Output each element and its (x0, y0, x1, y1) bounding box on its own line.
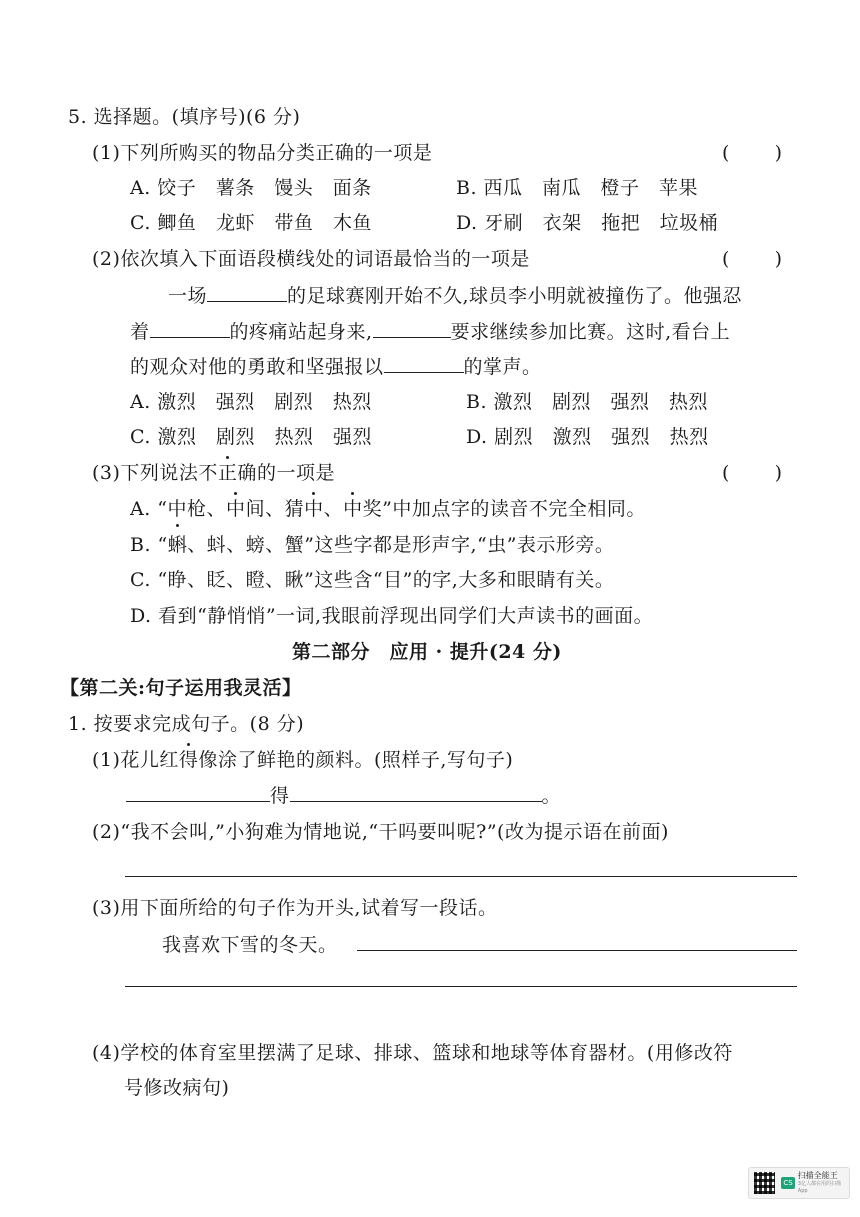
watermark-name: 扫描全能王 (797, 1171, 838, 1180)
option-d: D. 剧烈 激烈 强烈 热烈 (466, 426, 709, 448)
option-b: B. “蝌、蚪、螃、蟹”这些字都是形声字,“虫”表示形旁。 (130, 534, 615, 556)
passage-line-2: 着 的疼痛站起身来, 要求继续参加比赛。这时,看台上 (130, 321, 731, 343)
q1-3-prompt: (3)用下面所给的句子作为开头,试着写一段话。 (92, 897, 498, 919)
camscanner-logo: CS (781, 1177, 795, 1189)
answer-line[interactable] (125, 986, 797, 987)
part2-title: 第二部分 应用 · 提升(24 分) (292, 641, 562, 663)
fill-blank[interactable] (150, 319, 230, 338)
option-b: B. 西瓜 南瓜 橙子 苹果 (456, 177, 699, 199)
answer-paren-2: ( ) (722, 248, 782, 270)
answer-line[interactable] (125, 876, 797, 877)
qr-code-icon (754, 1172, 775, 1194)
section-heading: 【第二关:句子运用我灵活】 (60, 677, 302, 699)
passage-line-1: 一场 的足球赛刚开始不久,球员李小明就被撞伤了。他强忍 (168, 285, 743, 307)
q5-1-stem: (1)下列所购买的物品分类正确的一项是 (92, 142, 433, 164)
q1-2-prompt: (2)“我不会叫,”小狗难为情地说,“干吗要叫呢?”(改为提示语在前面) (92, 821, 669, 843)
option-a: A. “中枪、中间、猜中、中奖”中加点字的读音不完全相同。 (130, 498, 646, 520)
fill-blank[interactable] (384, 354, 464, 373)
option-d: D. 牙刷 衣架 拖把 垃圾桶 (456, 212, 719, 234)
q1-1-prompt: (1)花儿红得像涂了鲜艳的颜料。(照样子,写句子) (92, 749, 514, 771)
question-5-title: 5. 选择题。(填序号)(6 分) (68, 106, 301, 128)
q5-3-stem: (3)下列说法不正确的一项是 (92, 462, 335, 484)
option-b: B. 激烈 剧烈 强烈 热烈 (466, 391, 709, 413)
option-a: A. 饺子 薯条 馒头 面条 (130, 177, 372, 199)
answer-blank[interactable] (290, 783, 542, 802)
option-c: C. “睁、眨、瞪、瞅”这些含“目”的字,大多和眼睛有关。 (130, 569, 615, 591)
q1-3-starter: 我喜欢下雪的冬天。 (162, 934, 338, 956)
fill-blank[interactable] (373, 319, 451, 338)
fill-blank[interactable] (207, 283, 287, 302)
q1-4-prompt: (4)学校的体育室里摆满了足球、排球、篮球和地球等体育器材。(用修改符 (92, 1042, 733, 1064)
option-c: C. 鲫鱼 龙虾 带鱼 木鱼 (130, 212, 372, 234)
scanner-watermark (748, 1167, 850, 1199)
question-1-title: 1. 按要求完成句子。(8 分) (68, 713, 305, 735)
q5-2-stem: (2)依次填入下面语段横线处的词语最恰当的一项是 (92, 248, 530, 270)
answer-blank[interactable] (126, 783, 270, 802)
answer-paren-3: ( ) (722, 462, 782, 484)
q1-1-answer-line: 得 。 (126, 783, 561, 809)
answer-paren-1: ( ) (722, 142, 782, 164)
option-d: D. 看到“静悄悄”一词,我眼前浮现出同学们大声读书的画面。 (130, 605, 654, 627)
option-a: A. 激烈 强烈 剧烈 热烈 (130, 391, 372, 413)
passage-line-3: 的观众对他的勇敢和坚强报以 的掌声。 (130, 356, 542, 378)
answer-line[interactable] (357, 950, 797, 951)
q1-4-prompt-cont: 号修改病句) (124, 1077, 230, 1099)
watermark-tagline: 3亿人都在用的扫描App (797, 1181, 841, 1194)
option-c: C. 激烈 剧烈 热烈 强烈 (130, 426, 372, 448)
